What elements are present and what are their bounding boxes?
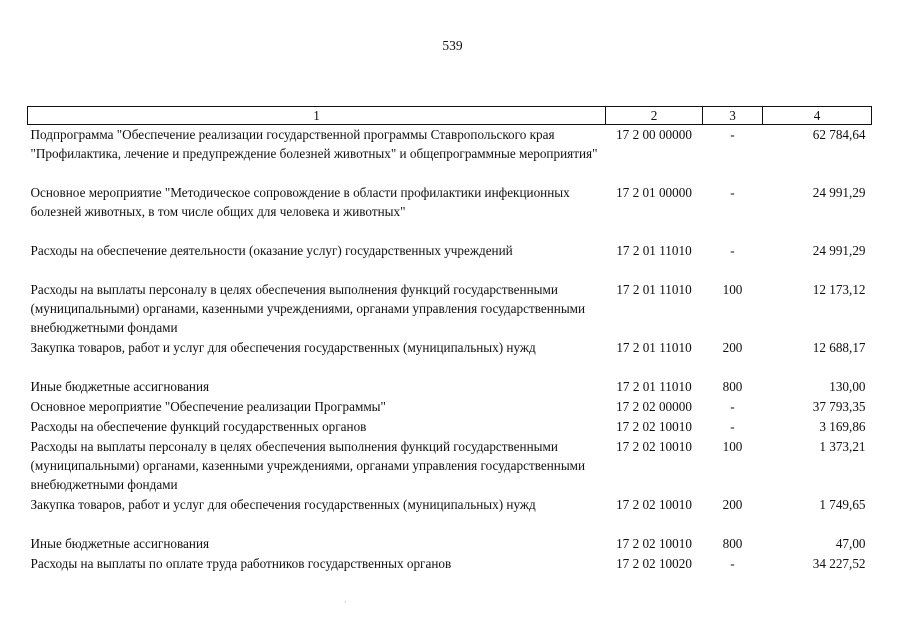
row-amount: 12 173,12 — [812, 281, 866, 297]
row-code: 17 2 01 11010 — [616, 378, 692, 394]
row-amount: 1 749,65 — [819, 496, 866, 512]
row-amount: 24 991,29 — [812, 242, 866, 258]
row-type: - — [730, 242, 735, 258]
row-amount: 47,00 — [835, 535, 866, 551]
table-row — [28, 554, 872, 574]
row-amount: 130,00 — [829, 378, 866, 394]
row-type: - — [730, 398, 735, 414]
row-name: Расходы на обеспечение функций государственных органов — [30, 418, 367, 434]
table-row — [28, 183, 872, 241]
header-col-4: 4 — [763, 107, 872, 125]
budget-table — [27, 106, 872, 574]
row-type: - — [730, 555, 735, 571]
header-col-1: 1 — [28, 107, 606, 125]
row-code: 17 2 01 11010 — [616, 339, 692, 355]
row-code: 17 2 01 11010 — [616, 281, 692, 297]
row-code: 17 2 02 10010 — [616, 496, 692, 512]
row-amount: 3 169,86 — [819, 418, 866, 434]
header-col-3: 3 — [703, 107, 763, 125]
row-code: 17 2 02 10010 — [616, 418, 692, 434]
table-row — [28, 377, 872, 397]
row-type: - — [730, 127, 735, 142]
page-number: 539 — [442, 38, 463, 53]
row-name: Подпрограмма "Обеспечение реализации государственной программы Ставропольского края "Профилактика, лечение и предупреждение болезней животных" и общепрограммные мероприятия" — [30, 127, 598, 161]
row-amount: 1 373,21 — [819, 438, 866, 454]
row-name: Основное мероприятие "Обеспечение реализации Программы" — [30, 398, 386, 414]
row-amount: 12 688,17 — [812, 339, 866, 355]
table-row — [28, 241, 872, 280]
table-row — [28, 397, 872, 417]
row-name: Расходы на обеспечение деятельности (оказание услуг) государственных учреждений — [30, 242, 513, 258]
table-body — [28, 125, 872, 574]
row-name: Расходы на выплаты персоналу в целях обеспечения выполнения функций государственными (муниципальными) органами, казенными учреждениями, органами управления государственными внебюджетными фондами — [30, 281, 586, 335]
header-row — [28, 107, 872, 125]
row-name: Закупка товаров, работ и услуг для обеспечения государственных (муниципальных) нужд — [30, 496, 536, 512]
table-row — [28, 534, 872, 554]
row-type: 200 — [722, 339, 743, 355]
row-amount: 24 991,29 — [812, 184, 866, 200]
table-row — [28, 437, 872, 495]
table-row — [28, 417, 872, 437]
row-name: Иные бюджетные ассигнования — [30, 378, 210, 394]
row-type: - — [730, 184, 735, 200]
row-type: 200 — [722, 496, 743, 512]
row-code: 17 2 02 10010 — [616, 438, 692, 454]
row-code: 17 2 01 11010 — [616, 242, 692, 258]
row-code: 17 2 02 10020 — [616, 555, 692, 571]
row-code: 17 2 02 00000 — [616, 398, 692, 414]
table-row — [28, 125, 872, 183]
scan-artifact: · — [344, 598, 347, 607]
row-type: - — [730, 418, 735, 434]
row-type: 100 — [722, 438, 743, 454]
row-type: 800 — [722, 378, 743, 394]
row-amount: 62 784,64 — [812, 127, 866, 142]
row-type: 800 — [722, 535, 743, 551]
row-code: 17 2 02 10010 — [616, 535, 692, 551]
row-code: 17 2 01 00000 — [616, 184, 692, 200]
header-col-2: 2 — [606, 107, 703, 125]
row-name: Основное мероприятие "Методическое сопровождение в области профилактики инфекционных болезней животных, в том числе общих для человека и животных" — [30, 184, 570, 219]
row-name: Закупка товаров, работ и услуг для обеспечения государственных (муниципальных) нужд — [30, 339, 536, 355]
row-code: 17 2 00 00000 — [616, 127, 692, 142]
table-row — [28, 338, 872, 377]
table-header — [28, 107, 872, 125]
row-type: 100 — [722, 281, 743, 297]
row-name: Расходы на выплаты персоналу в целях обеспечения выполнения функций государственными (муниципальными) органами, казенными учреждениями, органами управления государственными внебюджетными фондами — [30, 438, 586, 492]
table-row — [28, 495, 872, 534]
row-amount: 34 227,52 — [812, 555, 866, 571]
row-name: Расходы на выплаты по оплате труда работников государственных органов — [30, 555, 452, 571]
table-row — [28, 280, 872, 338]
row-name: Иные бюджетные ассигнования — [30, 535, 210, 551]
row-amount: 37 793,35 — [812, 398, 866, 414]
